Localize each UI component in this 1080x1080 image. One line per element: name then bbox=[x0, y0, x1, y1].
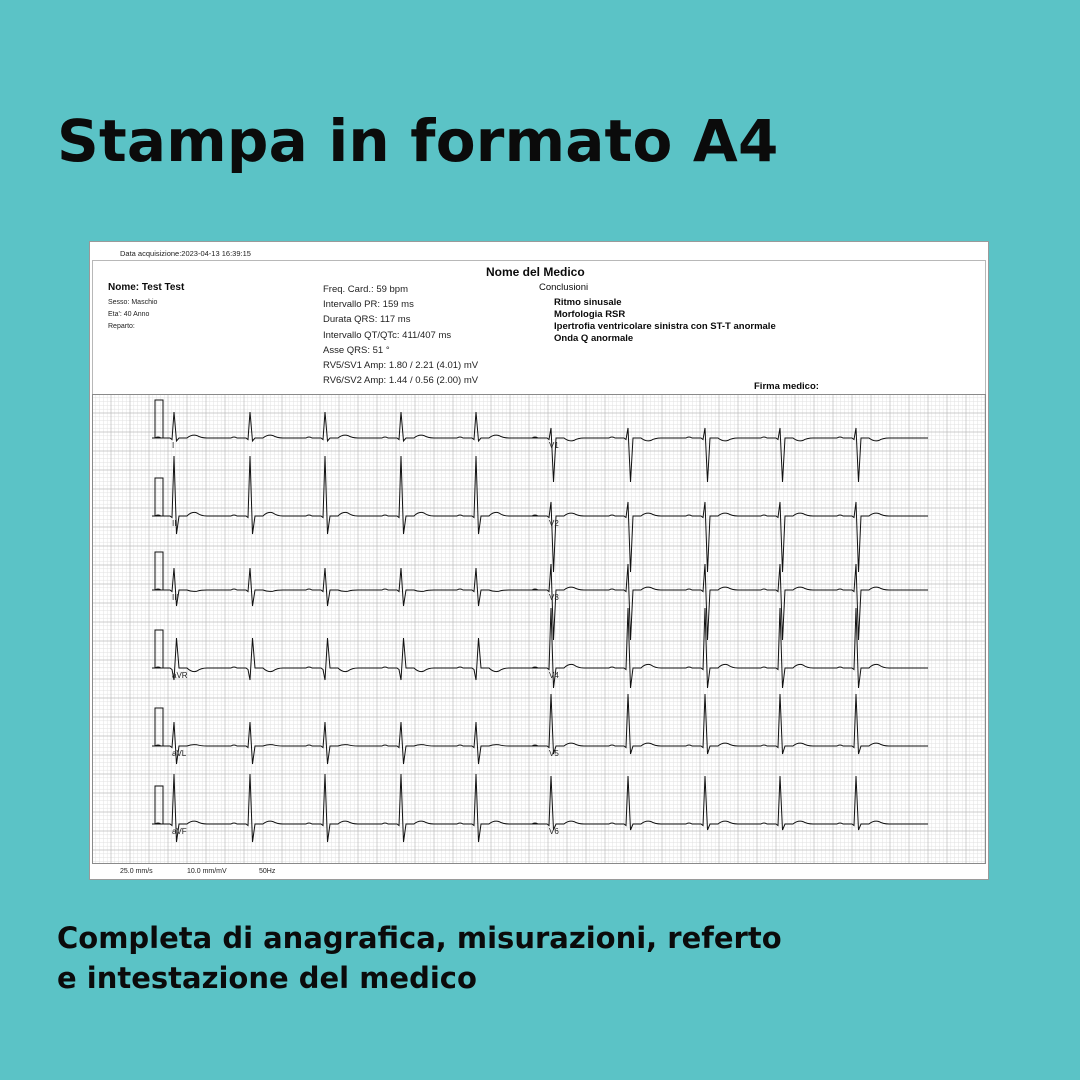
ecg-grid bbox=[92, 394, 986, 864]
measurements-list bbox=[323, 282, 478, 388]
patient-info bbox=[108, 297, 157, 333]
conclusion-item: Onda Q anormale bbox=[554, 333, 634, 344]
ecg-trace-V5 bbox=[532, 694, 928, 754]
patient-ward: Reparto: bbox=[108, 323, 135, 330]
lead-label-II: II bbox=[172, 519, 177, 528]
measurement-axis: Asse QRS: 51 ° bbox=[323, 344, 390, 356]
calibration-pulse bbox=[152, 478, 166, 516]
lead-label-aVF: aVF bbox=[172, 827, 187, 836]
lead-label-V2: V2 bbox=[549, 519, 559, 528]
calibration-pulse bbox=[152, 708, 166, 746]
lead-label-I: I bbox=[172, 441, 175, 450]
patient-age: Eta': 40 Anno bbox=[108, 311, 150, 318]
measurement-qrs: Durata QRS: 117 ms bbox=[323, 314, 411, 326]
gain-setting: 10.0 mm/mV bbox=[187, 868, 227, 875]
lead-label-V1: V1 bbox=[549, 441, 559, 450]
lead-label-aVL: aVL bbox=[172, 749, 187, 758]
ecg-trace-V4 bbox=[532, 608, 928, 688]
subtitle-line: e intestazione del medico bbox=[57, 961, 477, 995]
conclusions-list bbox=[554, 297, 776, 345]
filter-setting: 50Hz bbox=[259, 868, 276, 875]
measurement-rv6sv2: RV6/SV2 Amp: 1.44 / 0.56 (2.00) mV bbox=[323, 375, 479, 387]
ecg-report-sheet bbox=[89, 241, 989, 880]
subtitle-line: Completa di anagrafica, misurazioni, referto bbox=[57, 921, 782, 955]
patient-name: Nome: Test Test bbox=[108, 282, 185, 293]
lead-label-III: III bbox=[172, 593, 179, 602]
calibration-pulse bbox=[152, 786, 166, 824]
conclusions-header: Conclusioni bbox=[539, 282, 589, 293]
measurement-heart-rate: Freq. Card.: 59 bpm bbox=[323, 284, 409, 295]
signature-label: Firma medico: bbox=[754, 381, 819, 392]
measurement-rv5sv1: RV5/SV1 Amp: 1.80 / 2.21 (4.01) mV bbox=[323, 360, 479, 372]
conclusion-item: Morfologia RSR bbox=[554, 309, 626, 320]
ecg-tracing bbox=[92, 394, 986, 864]
conclusion-item: Ipertrofia ventricolare sinistra con ST-T anormale bbox=[554, 321, 776, 332]
lead-label-V6: V6 bbox=[549, 827, 559, 836]
measurement-pr: Intervallo PR: 159 ms bbox=[323, 299, 414, 311]
doctor-name: Nome del Medico bbox=[486, 265, 585, 279]
acquisition-date: Data acquisizione:2023-04-13 16:39:15 bbox=[120, 249, 251, 258]
lead-label-V5: V5 bbox=[549, 749, 559, 758]
ecg-trace-V6 bbox=[532, 776, 928, 830]
measurement-qt: Intervallo QT/QTc: 411/407 ms bbox=[323, 329, 452, 341]
page-subtitle bbox=[57, 918, 782, 998]
lead-label-aVR: aVR bbox=[172, 671, 188, 680]
lead-label-V4: V4 bbox=[549, 671, 559, 680]
paper-speed: 25.0 mm/s bbox=[120, 868, 153, 875]
calibration-pulse bbox=[152, 630, 166, 668]
ecg-trace-V3 bbox=[532, 564, 928, 640]
lead-label-V3: V3 bbox=[549, 593, 559, 602]
conclusion-item: Ritmo sinusale bbox=[554, 297, 622, 308]
ecg-trace-V2 bbox=[532, 502, 928, 572]
page-title: Stampa in formato A4 bbox=[57, 107, 779, 175]
report-header-frame bbox=[92, 260, 986, 394]
patient-sex: Sesso: Maschio bbox=[108, 299, 158, 306]
